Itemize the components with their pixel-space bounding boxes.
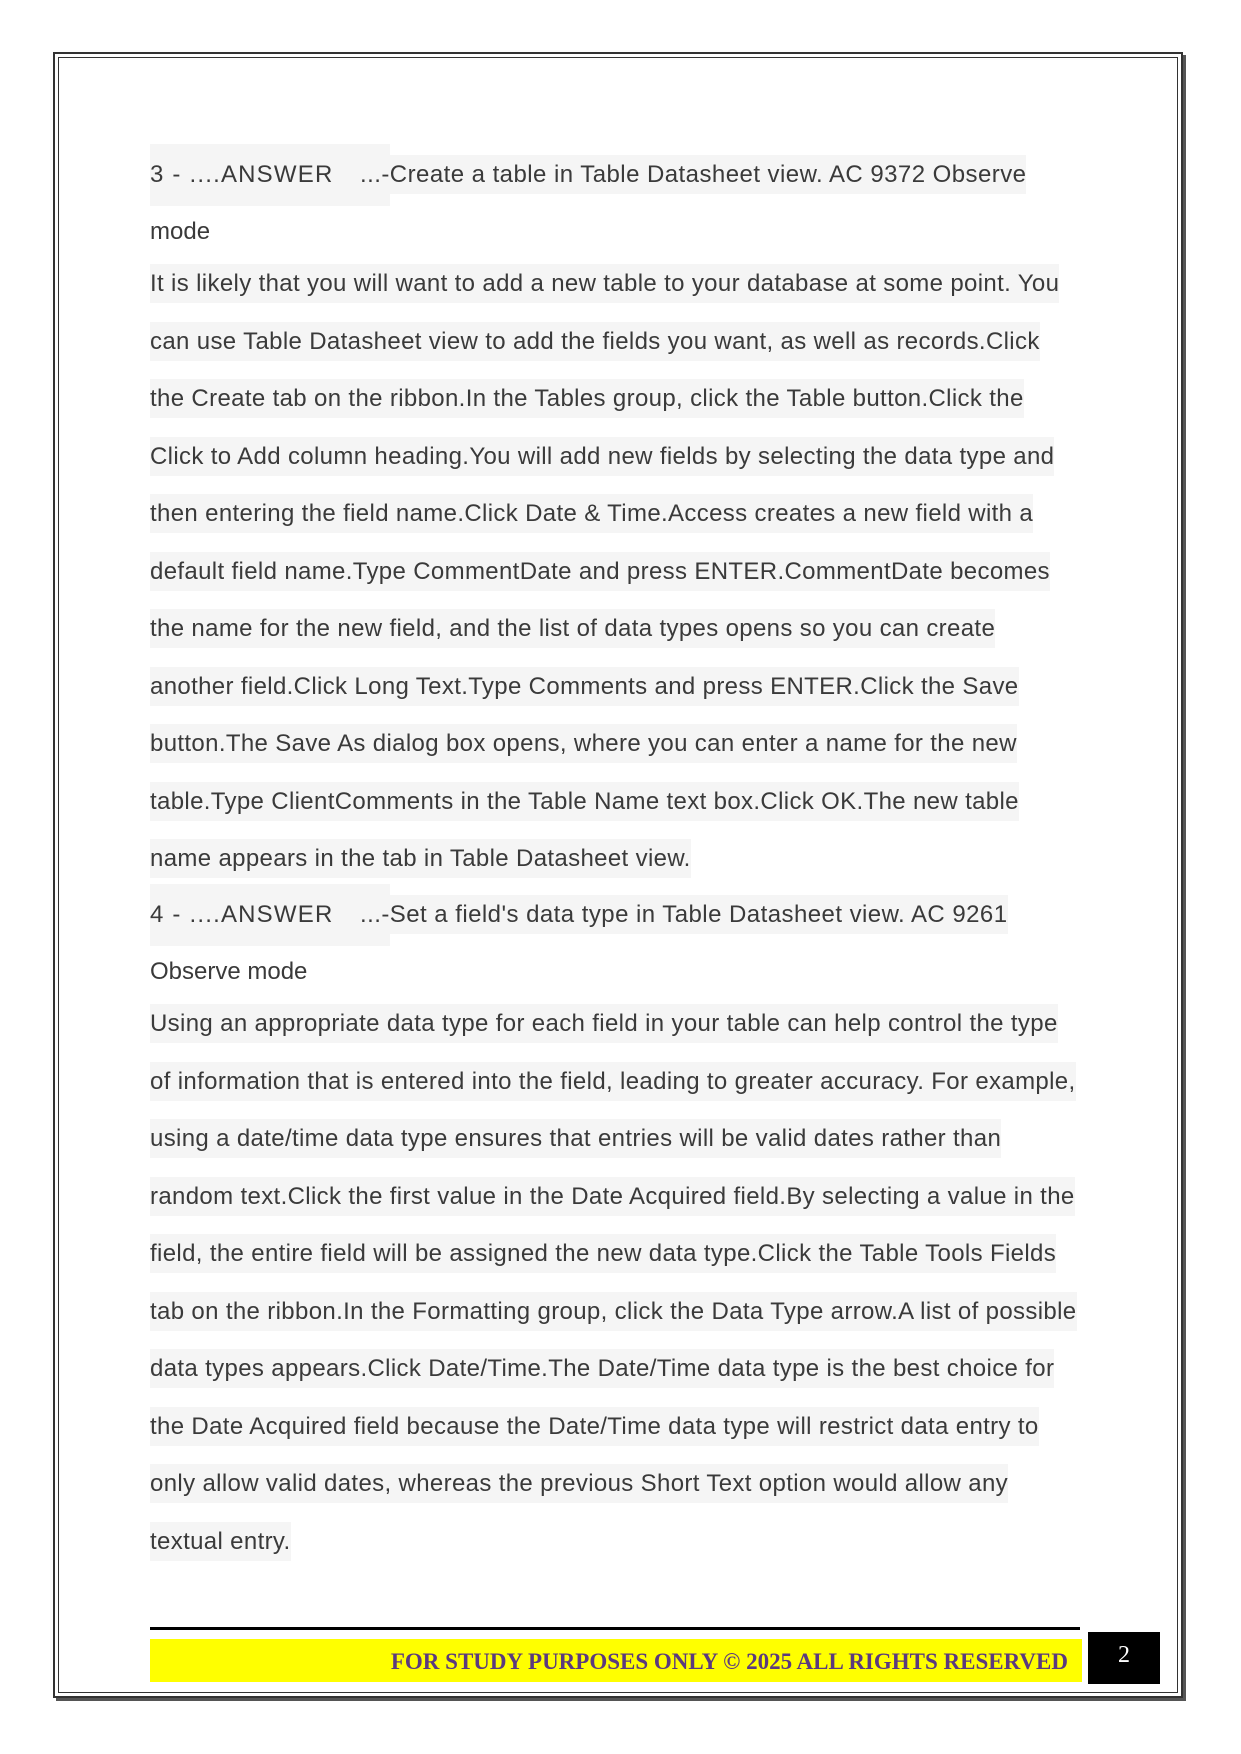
document-body [150,144,1080,1574]
answer-line [150,489,1080,547]
answer-line [150,1229,1080,1287]
answer-line [150,719,1080,777]
page-number: 2 [1088,1632,1160,1684]
answer-line-text: data types appears.Click Date/Time.The Date/Time data type is the best choice for [150,1349,1054,1388]
answer-line-text: using a date/time data type ensures that entries will be valid dates rather than [150,1119,1001,1158]
question-continuation [150,947,1080,999]
answer-line-text: another field.Click Long Text.Type Comments and press ENTER.Click the Save [150,667,1019,706]
answer-line [150,1057,1080,1115]
answer-line-text: the name for the new field, and the list of data types opens so you can create [150,609,995,648]
answer-line [150,1517,1080,1575]
answer-line [150,1172,1080,1230]
question-number: 3 - ....ANSWER [150,144,390,206]
answer-line-text: only allow valid dates, whereas the previous Short Text option would allow any [150,1464,1008,1503]
answer-line [150,1402,1080,1460]
answer-line [150,432,1080,490]
footer-rule [150,1627,1080,1630]
question-continuation [150,207,1080,259]
answer-line-text: of information that is entered into the field, leading to greater accuracy. For example, [150,1062,1076,1101]
answer-line-text: then entering the field name.Click Date & Time.Access creates a new field with a [150,494,1033,533]
answer-line [150,317,1080,375]
answer-line [150,374,1080,432]
answer-line-text: the Create tab on the ribbon.In the Tables group, click the Table button.Click the [150,379,1024,418]
answer-line [150,259,1080,317]
answer-line [150,1344,1080,1402]
answer-line [150,999,1080,1057]
answer-line [150,1287,1080,1345]
question-heading-3 [150,144,1080,207]
answer-line [150,777,1080,835]
answer-line-text: Click to Add column heading.You will add new fields by selecting the data type and [150,437,1054,476]
question-text: ...-Set a field's data type in Table Datasheet view. AC 9261 [360,895,1008,934]
answer-line [150,662,1080,720]
footer-copyright-text: FOR STUDY PURPOSES ONLY © 2025 ALL RIGHTS RESERVED [390,1649,1068,1674]
answer-line [150,1114,1080,1172]
question-continuation-text: Observe mode [150,958,308,985]
answer-line [150,834,1080,884]
answer-line [150,547,1080,605]
answer-line-text: table.Type ClientComments in the Table Name text box.Click OK.The new table [150,782,1019,821]
answer-line [150,1459,1080,1517]
question-number: 4 - ....ANSWER [150,884,390,946]
answer-line-text: tab on the ribbon.In the Formatting group, click the Data Type arrow.A list of possible [150,1292,1077,1331]
answer-line-text: random text.Click the first value in the Date Acquired field.By selecting a value in the [150,1177,1075,1216]
question-text: ...-Create a table in Table Datasheet view. AC 9372 Observe [360,155,1026,194]
answer-line-text: Using an appropriate data type for each field in your table can help control the type [150,1004,1058,1043]
answer-line-text: default field name.Type CommentDate and press ENTER.CommentDate becomes [150,552,1050,591]
question-continuation-text: mode [150,218,211,245]
answer-line-text: field, the entire field will be assigned the new data type.Click the Table Tools Fields [150,1234,1056,1273]
answer-line-text: the Date Acquired field because the Date/Time data type will restrict data entry to [150,1407,1039,1446]
answer-line [150,604,1080,662]
answer-line-text: name appears in the tab in Table Datasheet view. [150,839,691,878]
answer-line-text: can use Table Datasheet view to add the fields you want, as well as records.Click [150,322,1040,361]
answer-line-text: textual entry. [150,1522,291,1561]
question-heading-4 [150,884,1080,947]
answer-line-text: It is likely that you will want to add a new table to your database at some point. You [150,264,1059,303]
answer-line-text: button.The Save As dialog box opens, where you can enter a name for the new [150,724,1017,763]
